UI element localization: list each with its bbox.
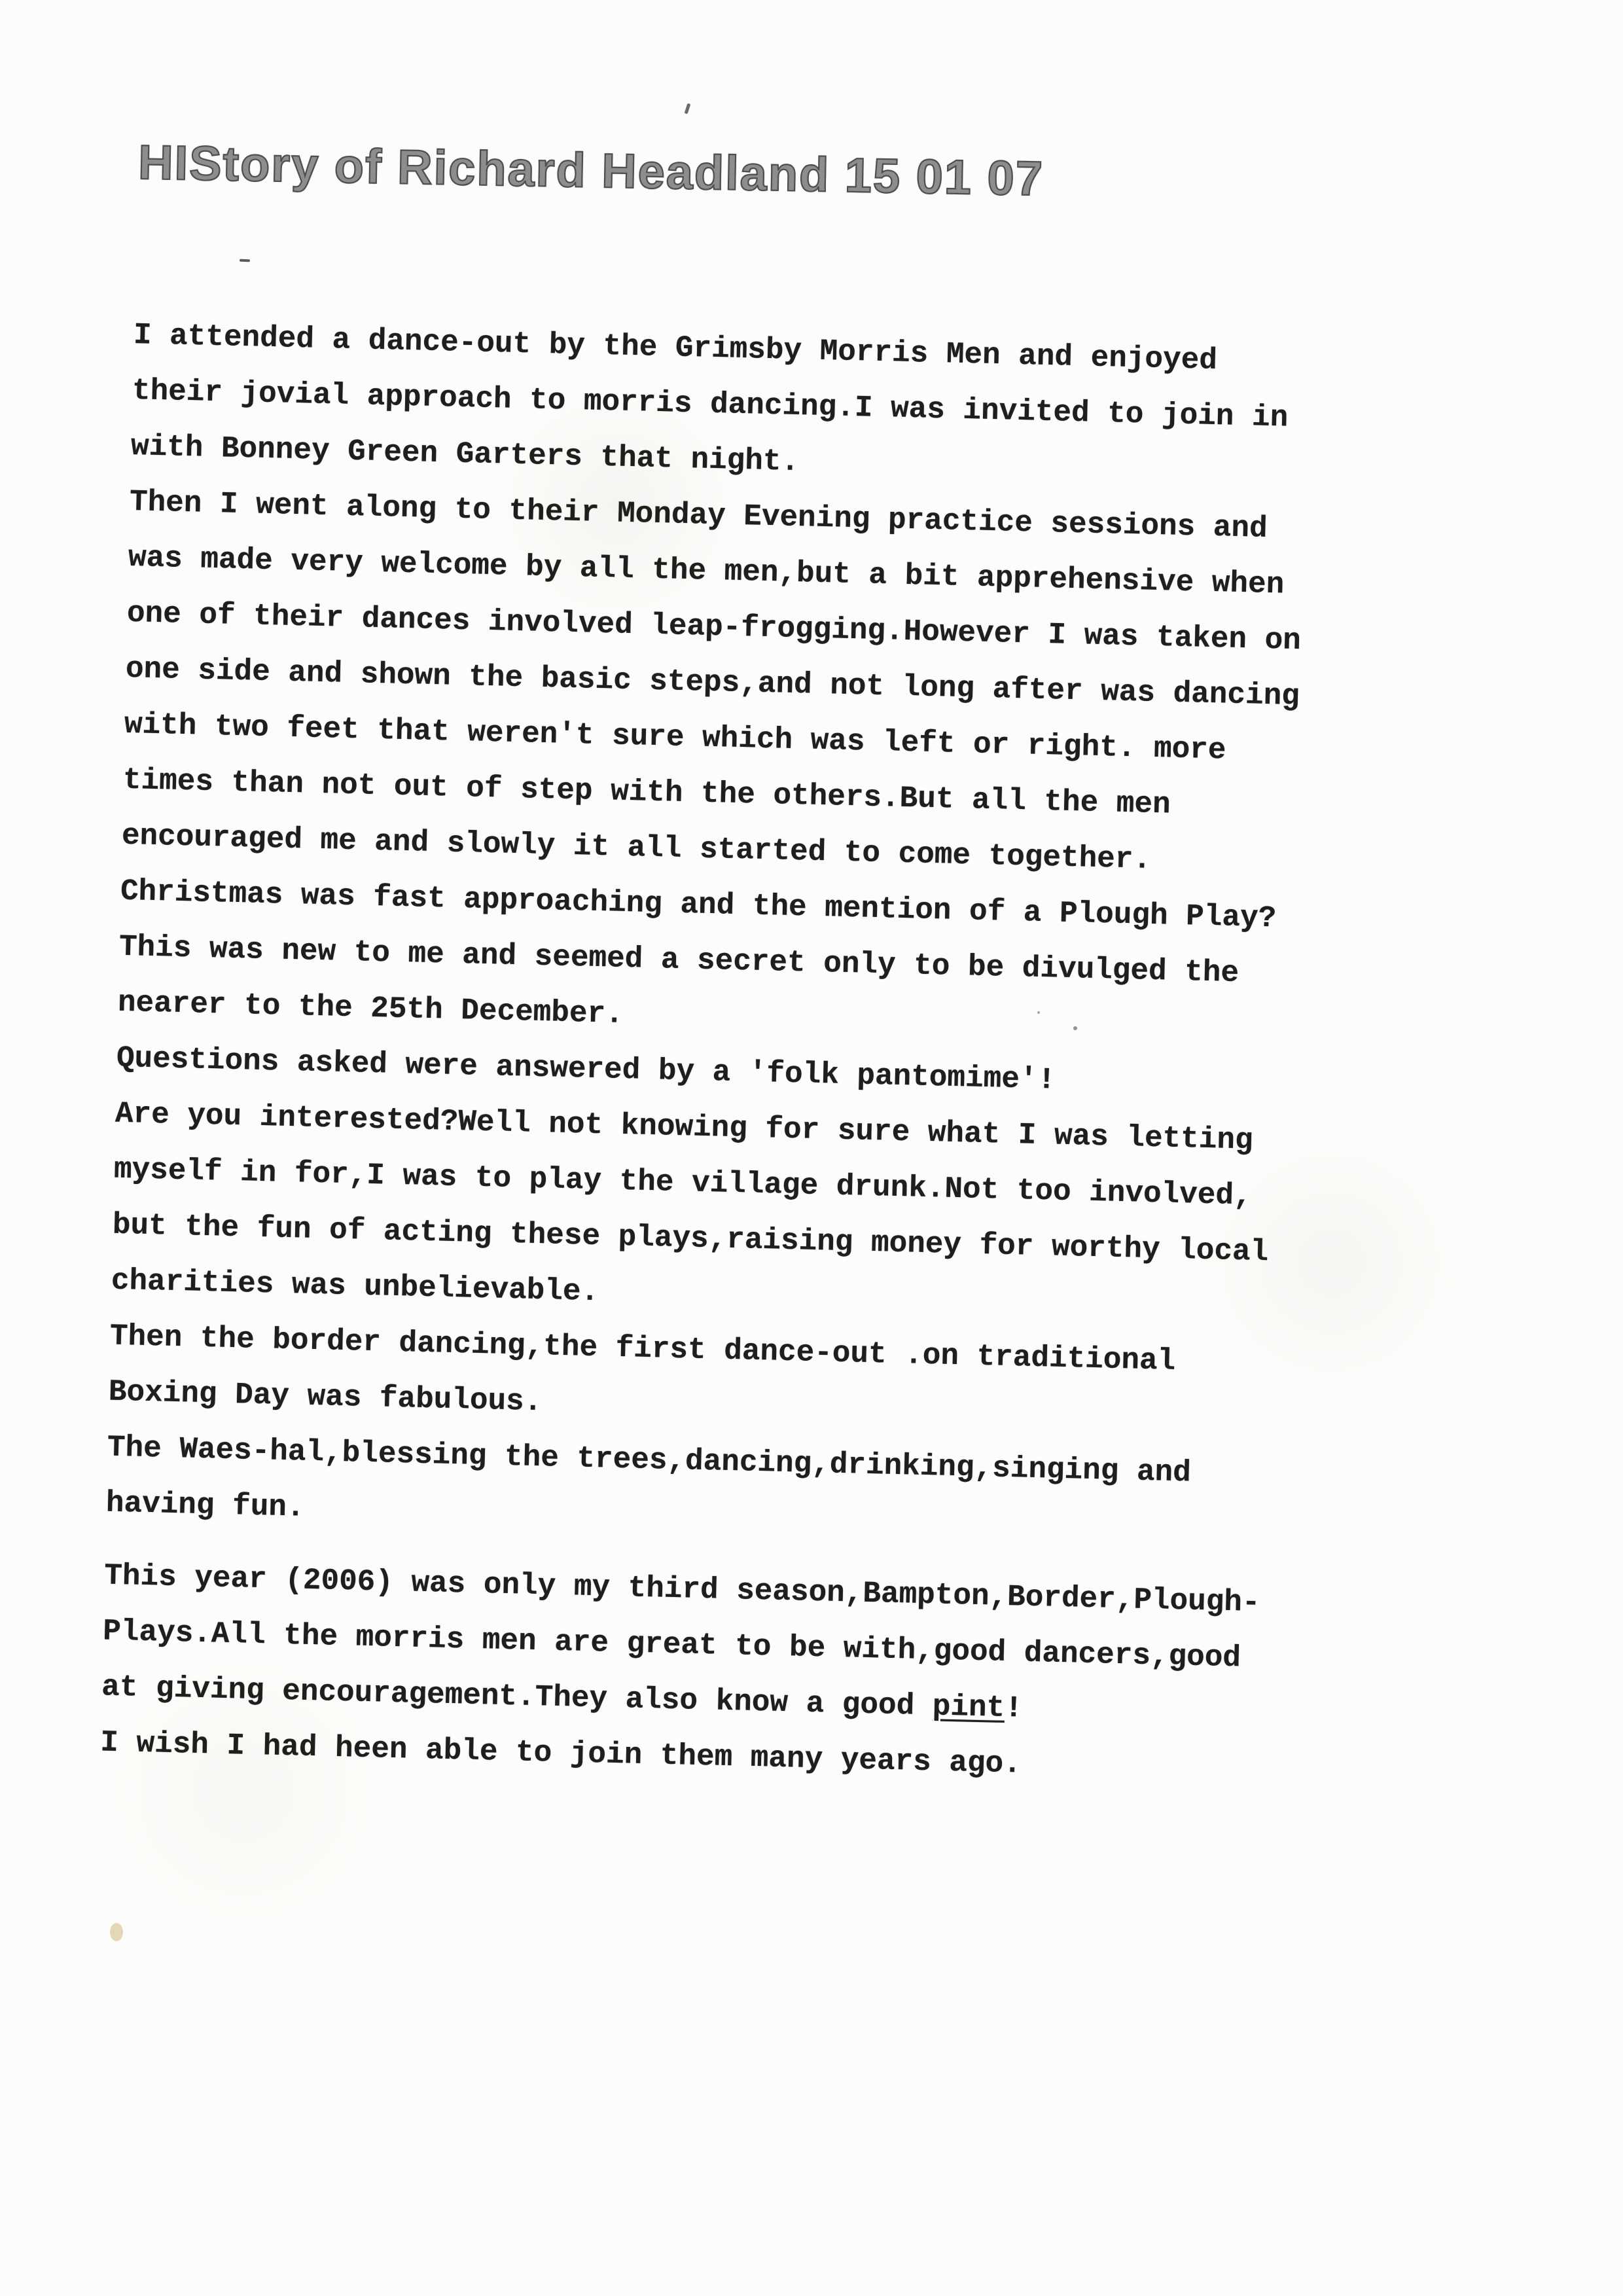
typed-text-segment: I attended a dance-out by the Grimsby Morris Men and enjoyed (133, 317, 1218, 378)
typed-text-segment: This was new to me and seemed a secret only to be divulged the (118, 929, 1240, 991)
scan-artifact-speck (1037, 1011, 1040, 1014)
typed-lines (99, 308, 1475, 1803)
typed-text-segment: encouraged me and slowly it all started to come together. (121, 818, 1152, 877)
typed-text-segment: at giving encouragement.They also know a good (101, 1670, 933, 1724)
typed-text-segment: times than not out of step with the others.But all the men (122, 762, 1171, 822)
typed-text-segment: Questions asked were answered by a 'folk pantomime'! (116, 1041, 1056, 1098)
typed-text-segment: charities was unbelievable. (111, 1263, 599, 1310)
underlined-word: pint (932, 1689, 1005, 1725)
typed-text-segment: one side and shown the basic steps,and not long after was dancing (125, 651, 1300, 714)
typed-text-segment: but the fun of acting these plays,raising money for worthy local (112, 1208, 1269, 1270)
typed-text-segment: Boxing Day was fabulous. (108, 1374, 543, 1420)
scan-artifact-speck (1073, 1026, 1077, 1030)
typed-text-segment: Christmas was fast approaching and the mention of a Plough Play? (120, 874, 1277, 936)
typed-text-segment: with Bonney Green Garters that night. (130, 429, 800, 479)
typed-text-segment: ! (1004, 1691, 1024, 1726)
typed-text-segment: Then the border dancing,the first dance-out .on traditional (109, 1319, 1176, 1378)
typed-text-segment: Plays.All the morris men are great to be with,good dancers,good (102, 1614, 1241, 1676)
scan-artifact-dot (110, 1923, 123, 1941)
page-title: HIStory of Richard Headland 15 01 07 (137, 134, 1044, 206)
typed-text-segment: with two feet that weren't sure which was left or right. more (124, 707, 1227, 768)
typed-text-segment: nearer to the 25th December. (117, 985, 624, 1031)
typed-text-segment: was made very welcome by all the men,but a bit apprehensive when (128, 540, 1285, 602)
scan-artifact-dash (240, 259, 250, 262)
typed-text-segment: myself in for,I was to play the village drunk.Not too involved, (113, 1152, 1253, 1213)
typed-text-segment: Then I went along to their Monday Evening practice sessions and (129, 484, 1268, 546)
typed-text-segment: having fun. (105, 1486, 306, 1525)
typed-text-segment: This year (2006) was only my third season,Bampton,Border,Plough- (103, 1558, 1261, 1621)
typed-text-segment: The Waes-hal,blessing the trees,dancing,drinking,singing and (107, 1430, 1192, 1490)
scan-artifact-tick (685, 103, 691, 115)
typed-text-segment: one of their dances involved leap-frogging.However I was taken on (126, 596, 1302, 658)
typed-text-segment: their jovial approach to morris dancing.I was invited to join in (132, 373, 1289, 435)
typed-text-segment: Are you interested?Well not knowing for sure what I was letting (115, 1096, 1254, 1158)
typed-text-segment: I wish I had heen able to join them many years ago. (99, 1725, 1022, 1782)
